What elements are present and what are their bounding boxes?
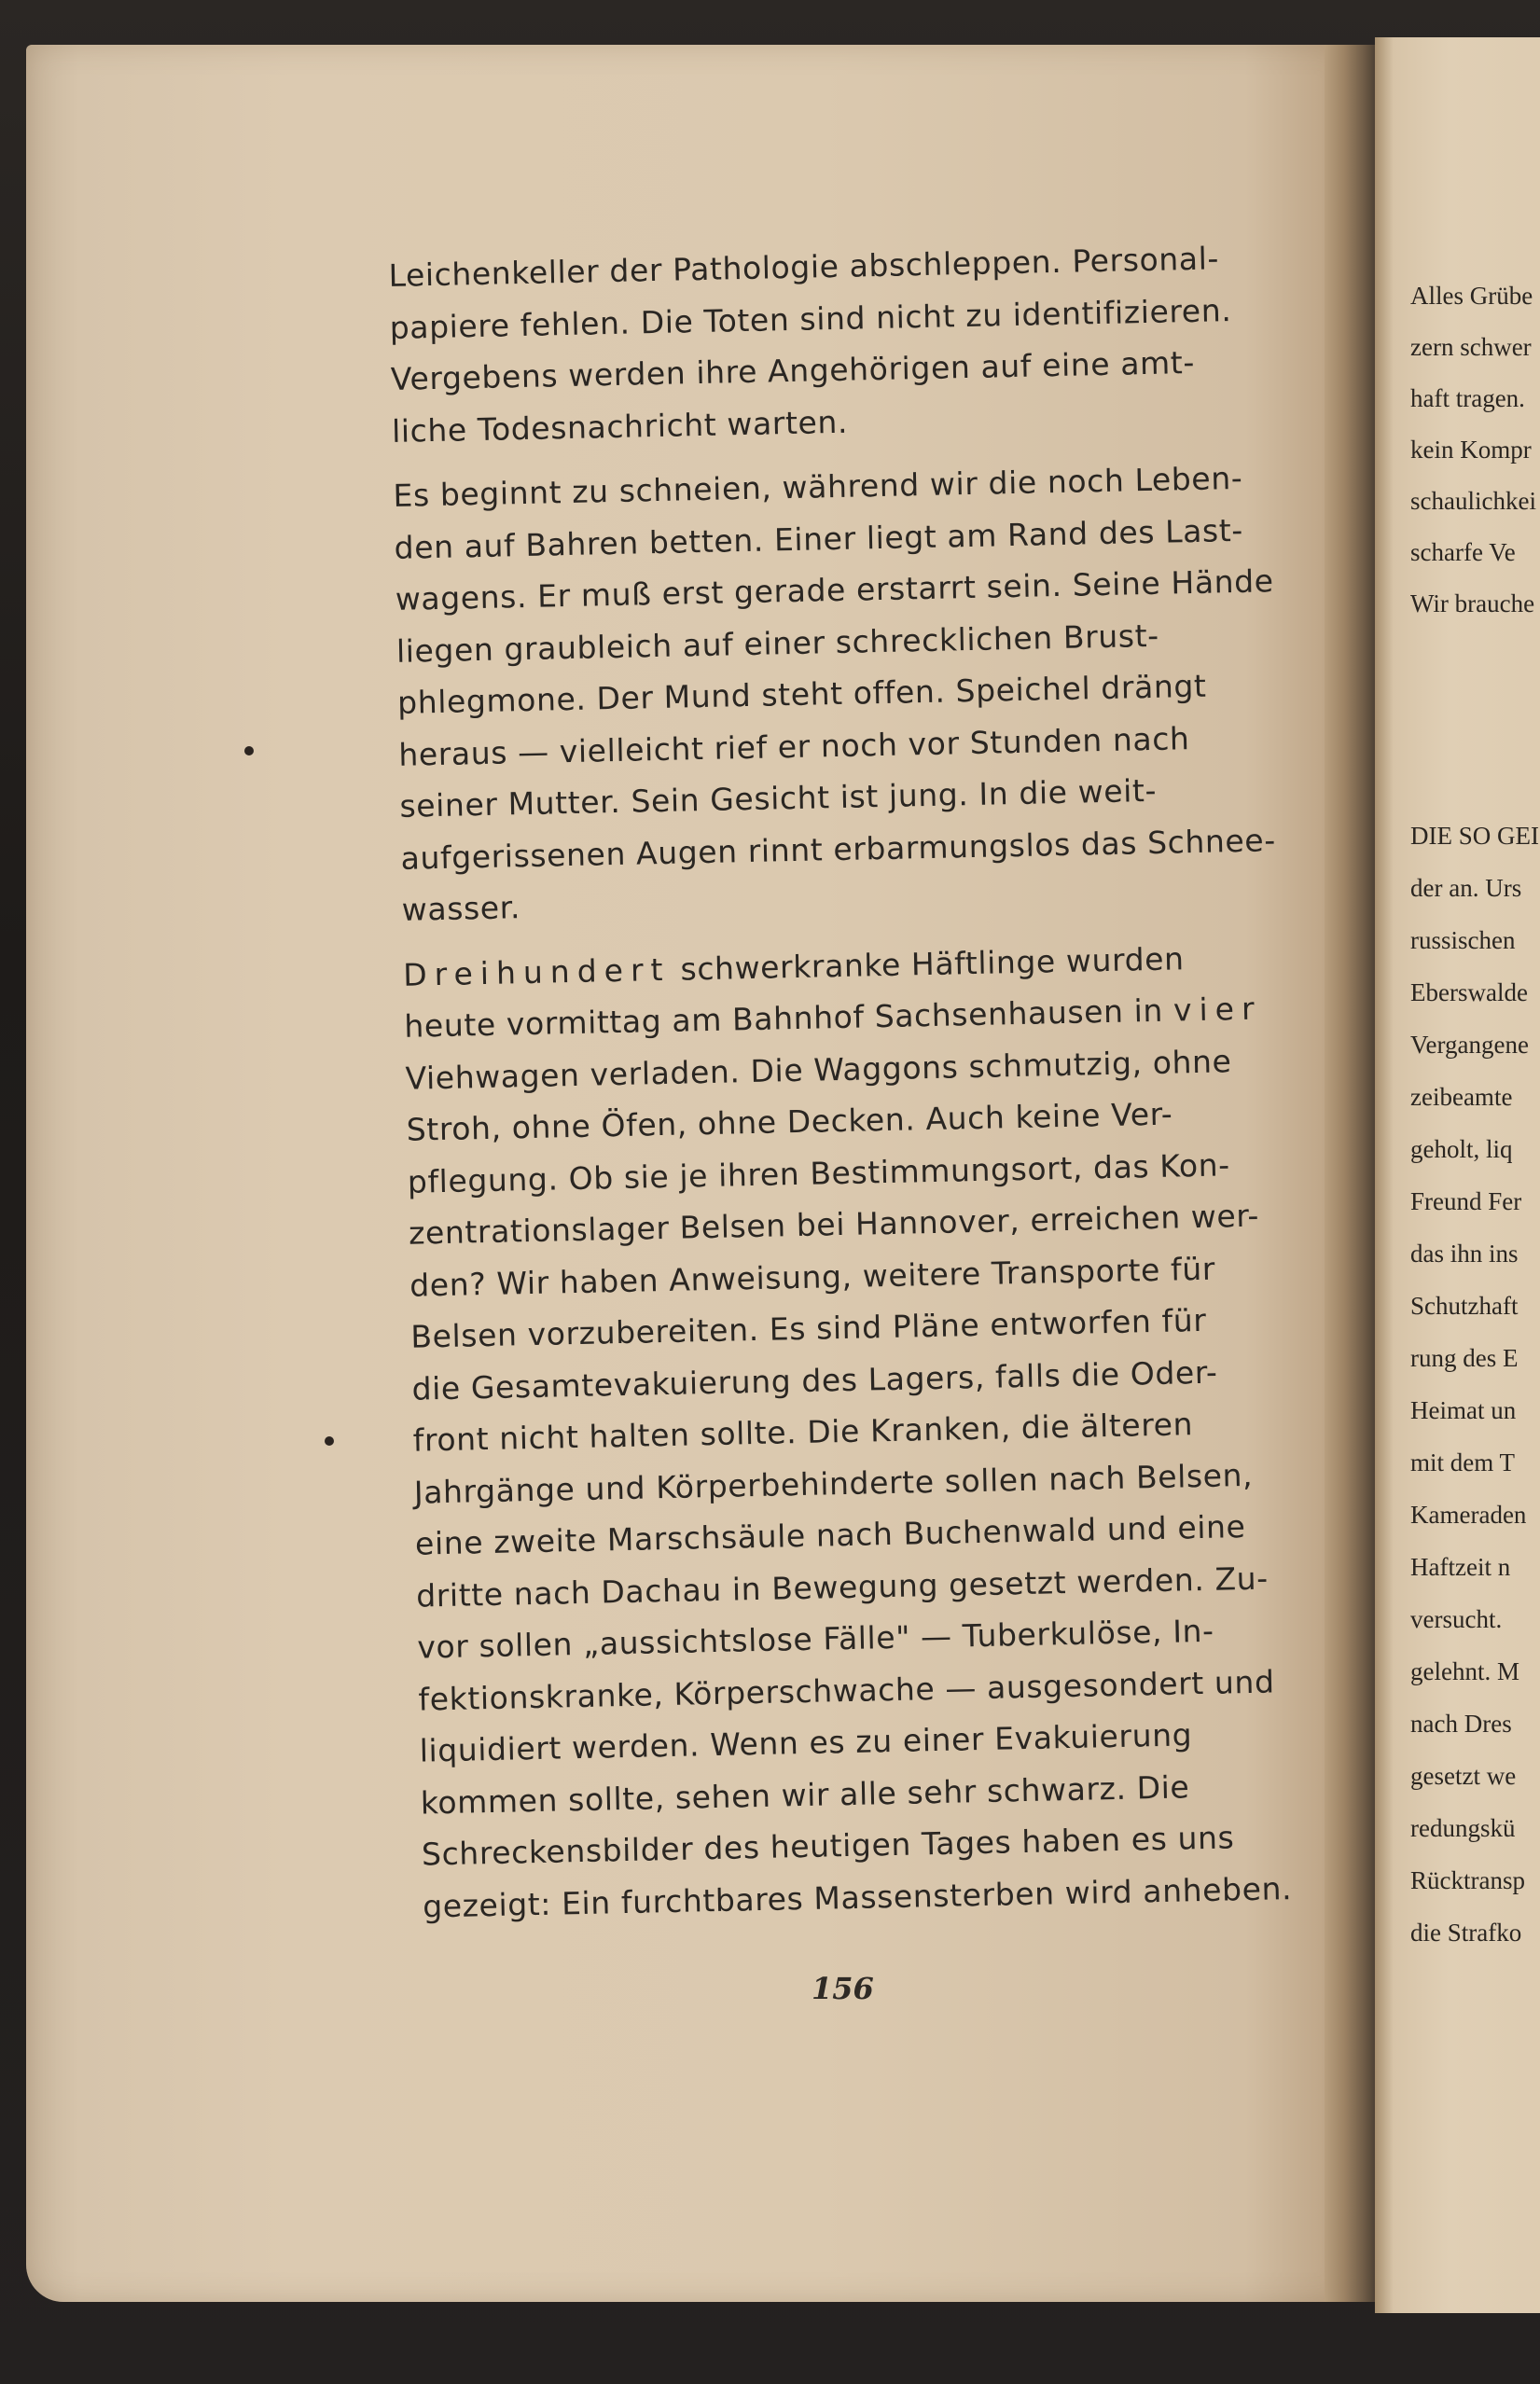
text-line: front nicht halten sollte. Die Kranken, die älteren xyxy=(412,1406,1194,1459)
text-line: den auf Bahren betten. Einer liegt am Rand des Last- xyxy=(394,511,1244,566)
paper-speck xyxy=(244,746,254,755)
text-line: redungskü xyxy=(1410,1814,1516,1842)
body-text xyxy=(388,231,1304,1932)
text-line: haft tragen. xyxy=(1410,384,1525,412)
text-line: Haftzeit n xyxy=(1410,1553,1511,1581)
spaced-word: vier xyxy=(1172,990,1262,1029)
text-line: papiere fehlen. Die Toten sind nicht zu identifizieren. xyxy=(389,291,1232,346)
text-line: Vergebens werden ihre Angehörigen auf eine amt- xyxy=(390,343,1196,397)
text-line: dritte nach Dachau in Bewegung gesetzt werden. Zu- xyxy=(415,1559,1269,1615)
text-line: schwerkranke Häftlinge wurden xyxy=(670,939,1185,988)
text-line: kommen sollte, sehen wir alle sehr schwarz. Die xyxy=(420,1767,1190,1822)
paragraph-3 xyxy=(403,931,1304,1933)
text-line: zeibeamte xyxy=(1410,1083,1513,1111)
text-line: das ihn ins xyxy=(1410,1240,1519,1268)
text-line: Heimat un xyxy=(1410,1396,1517,1424)
text-line: heute vormittag am Bahnhof Sachsenhausen in xyxy=(404,991,1174,1045)
text-line: versucht. xyxy=(1410,1605,1503,1633)
text-line: Alles Grübe xyxy=(1410,282,1533,310)
text-line: liche Todesnachricht warten. xyxy=(391,403,849,450)
right-page-upper-text xyxy=(1410,270,1540,630)
text-line: die Strafko xyxy=(1410,1919,1522,1947)
text-line: Belsen vorzubereiten. Es sind Pläne entworfen für xyxy=(410,1301,1207,1355)
text-line: gesetzt we xyxy=(1410,1762,1517,1790)
text-line: DIE SO GEI xyxy=(1410,822,1539,850)
text-line: rung des E xyxy=(1410,1344,1519,1372)
text-line: scharfe Ve xyxy=(1410,538,1516,566)
text-line: die Gesamtevakuierung des Lagers, falls die Oder- xyxy=(411,1353,1218,1407)
text-line: schaulichkei xyxy=(1410,487,1536,515)
text-line: Schutzhaft xyxy=(1410,1292,1519,1320)
text-line: gezeigt: Ein furchtbares Massensterben wird anheben. xyxy=(422,1869,1293,1925)
text-line: Leichenkeller der Pathologie abschleppen. Personal- xyxy=(388,240,1220,294)
text-line: liquidiert werden. Wenn es zu einer Evakuierung xyxy=(419,1716,1193,1769)
text-line: der an. Urs xyxy=(1410,874,1522,902)
text-line: russischen xyxy=(1410,926,1516,954)
text-line: Schreckensbilder des heutigen Tages haben es uns xyxy=(421,1819,1235,1873)
text-line: zern schwer xyxy=(1410,333,1532,361)
right-page-lower-text xyxy=(1410,810,1540,1959)
text-line: fektionskranke, Körperschwache — ausgesondert und xyxy=(418,1662,1275,1718)
text-line: Rücktransp xyxy=(1410,1866,1525,1894)
text-line: den? Wir haben Anweisung, weitere Transporte für xyxy=(409,1250,1216,1304)
text-line: wasser. xyxy=(401,889,521,928)
paragraph-1 xyxy=(388,231,1272,457)
text-line: nach Dres xyxy=(1410,1710,1512,1738)
text-line: Freund Fer xyxy=(1410,1187,1522,1215)
paper-speck xyxy=(325,1436,334,1446)
text-line: Vergangene xyxy=(1410,1031,1529,1059)
text-line: gelehnt. M xyxy=(1410,1657,1519,1685)
text-line: Jahrgänge und Körperbehinderte sollen nach Belsen, xyxy=(413,1456,1254,1511)
text-line: liegen graubleich auf einer schrecklichen Brust- xyxy=(395,617,1160,670)
text-line: mit dem T xyxy=(1410,1448,1515,1476)
text-line: Kameraden xyxy=(1410,1501,1527,1529)
spaced-word: Dreihundert xyxy=(402,950,671,993)
text-line: Stroh, ohne Öfen, ohne Decken. Auch keine Ver- xyxy=(406,1095,1173,1148)
text-line: Wir brauche xyxy=(1410,589,1535,617)
text-line: Eberswalde xyxy=(1410,978,1528,1006)
text-line: seiner Mutter. Sein Gesicht ist jung. In die weit- xyxy=(399,771,1158,825)
text-line: zentrationslager Belsen bei Hannover, erreichen wer- xyxy=(408,1197,1260,1252)
paragraph-2 xyxy=(393,451,1283,936)
text-line: Viehwagen verladen. Die Waggons schmutzig, ohne xyxy=(405,1042,1232,1097)
book-gutter xyxy=(1325,45,1380,2302)
text-line: wagens. Er muß erst gerade erstarrt sein. Seine Hände xyxy=(395,562,1275,617)
text-line: heraus — vielleicht rief er noch vor Stunden nach xyxy=(397,719,1190,773)
text-line: eine zweite Marschsäule nach Buchenwald und eine xyxy=(414,1508,1246,1562)
text-line: geholt, liq xyxy=(1410,1135,1513,1163)
text-line: pflegung. Ob sie je ihren Bestimmungsort, das Kon- xyxy=(407,1145,1231,1200)
text-line: Es beginnt zu schneien, während wir die noch Leben- xyxy=(393,459,1243,514)
page-number: 156 xyxy=(812,1971,874,2006)
text-line: kein Kompr xyxy=(1410,436,1532,464)
text-line: phlegmone. Der Mund steht offen. Speichel drängt xyxy=(396,667,1207,721)
text-line: vor sollen „aussichtslose Fälle" — Tuberkulöse, In- xyxy=(416,1612,1214,1666)
text-line: aufgerissenen Augen rinnt erbarmungslos das Schnee- xyxy=(400,821,1277,877)
